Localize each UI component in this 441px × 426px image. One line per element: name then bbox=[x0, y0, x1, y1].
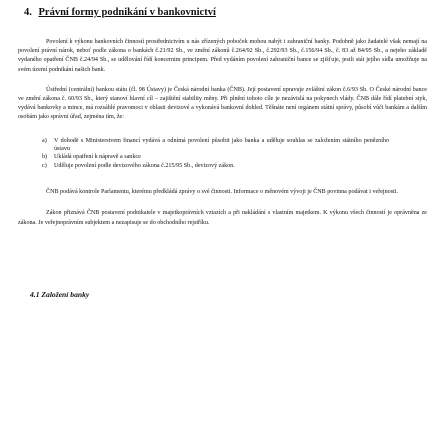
paragraph-foreign-banks: Povolení k výkonu bankovních činností prostřednictvím u nás zřízených poboček mohou nabýt i zahraniční banky. Podobně jako žadatelé však nemají na povolení právní nárok, neboť podle zákona o bankách č.21/92 Sb., ve změní zákonů č.264/92 Sb., č.292/93 Sb., č.156/94 Sb., č. 83 až 84/95 Sb., a nejeho základě vydaného opatření ČNB č.24/94 Sb., se udělování řídí koncernim principem. Před vydáním povolení zahraniční bance se zjišťuje, jestli stát jejího sídla umožňuje na svém území podnikání našich bank. bbox=[18, 39, 427, 73]
section-title: Právní formy podnikání v bankovnictví bbox=[38, 7, 216, 18]
list-item bbox=[42, 162, 427, 170]
list-item-marker: a) bbox=[42, 137, 47, 144]
subsection-heading: 4.1 Založení banky bbox=[30, 289, 90, 299]
list-item-text: Uděluje povolení podle devizového zákona č.215/95 Sb., devizový zákon. bbox=[54, 162, 235, 169]
paragraph-central-bank: Ústřední (centrální) bankou státu (čl. 98 Ústavy) je Česká národní banka (ČNB). Její postavení upravuje zvláštní zákon č.6/93 Sb. O České národní bance ve změní zákona č. 60/93 Sb., který stanoví hlavní cíl – zajištění stability měny. Při plnění tohoto cíle je nezávislá na pokynech vlády. ČNB dále řídí platební styk, vydává bankovky a mince, má rozsáhlé pravomoci v oblasti devizové a vykonává bankovní dohled. Těšnáte není orgánem státní správy, působí vůči bankám a dalším osobám jako správní úřad, zejména tím, že: bbox=[18, 86, 427, 121]
list-item bbox=[42, 137, 427, 154]
list-item bbox=[42, 153, 427, 161]
list-item-marker: c) bbox=[42, 162, 47, 169]
section-heading bbox=[24, 6, 427, 19]
powers-list bbox=[18, 137, 427, 171]
section-number: 4. bbox=[24, 7, 32, 18]
paragraph-parliament: ČNB podává kontrole Parlamentu, kterému předkládá zprávy o své činnosti. Informace o měnovém vývoji je ČNB povinna podávat i veřejnosti. bbox=[46, 189, 398, 196]
list-item-text: Ukládá opatření k nápravě a sankce bbox=[54, 154, 141, 161]
list-item-text: V dohodě s Ministerstvem financí vydává a odnímá povolení působit jako banka a uděluje souhlas se založením státního penězního ústavu bbox=[54, 137, 389, 153]
paragraph-legal-status: Zákon přiznává ČNB postavení podnikatele v majetkoprávních vztazích a při nakládání s vlastním majetkem. K výkonu všech činností je oprávněna ze zákona. Je veřejnoprávním subjektem a nezapisuje se do obchodního rejstříku. bbox=[18, 210, 427, 226]
list-item-marker: b) bbox=[42, 154, 48, 161]
